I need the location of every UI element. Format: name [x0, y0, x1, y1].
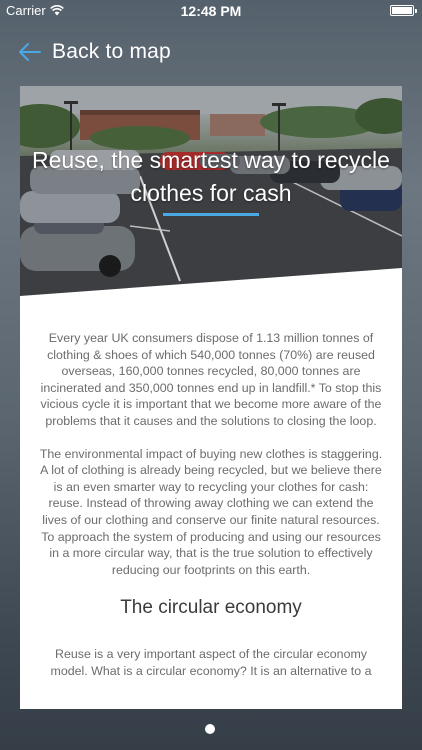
article-body — [38, 330, 384, 696]
battery-icon — [390, 5, 414, 16]
paragraph-1: Every year UK consumers dispose of 1.13 million tonnes of clothing & shoes of which 540,000 tonnes (70%) are reused overseas, 160,000 tonnes recycled, 80,000 tonnes are incinerated and 350,000 tonnes end up in landfill.* To stop this vicious cycle it is important that we become more aware of the problems that it causes and the solutions to closing the loop. — [40, 331, 382, 428]
hero-image — [20, 86, 402, 296]
article-card[interactable] — [20, 86, 402, 709]
section-heading: The circular economy — [120, 597, 302, 619]
carrier-label: Carrier — [6, 3, 46, 18]
clock: 12:48 PM — [180, 3, 242, 19]
page-indicator-dot[interactable] — [205, 724, 215, 734]
section-paragraph: Reuse is a very important aspect of the circular economy model. What is a circular economy? It is an alternative to a — [50, 647, 372, 678]
title-underline — [163, 213, 259, 216]
article-title: Reuse, the smartest way to recycle clothes for cash — [32, 147, 390, 206]
status-bar — [0, 0, 422, 22]
back-to-map-button[interactable] — [18, 40, 171, 64]
back-label: Back to map — [52, 40, 171, 63]
back-arrow-icon — [18, 42, 42, 62]
paragraph-2: The environmental impact of buying new clothes is staggering. A lot of clothing is already being recycled, but we believe there is an even smarter way to recycling your clothes for cash: reuse. Instead of throwing away clothing we can extend the lives of our clothing and conserve our finite natural resources. To approach the system of producing and using our resources in a more circular way, that is the true solution to effectively reducing our footprints on this earth. — [39, 446, 383, 577]
